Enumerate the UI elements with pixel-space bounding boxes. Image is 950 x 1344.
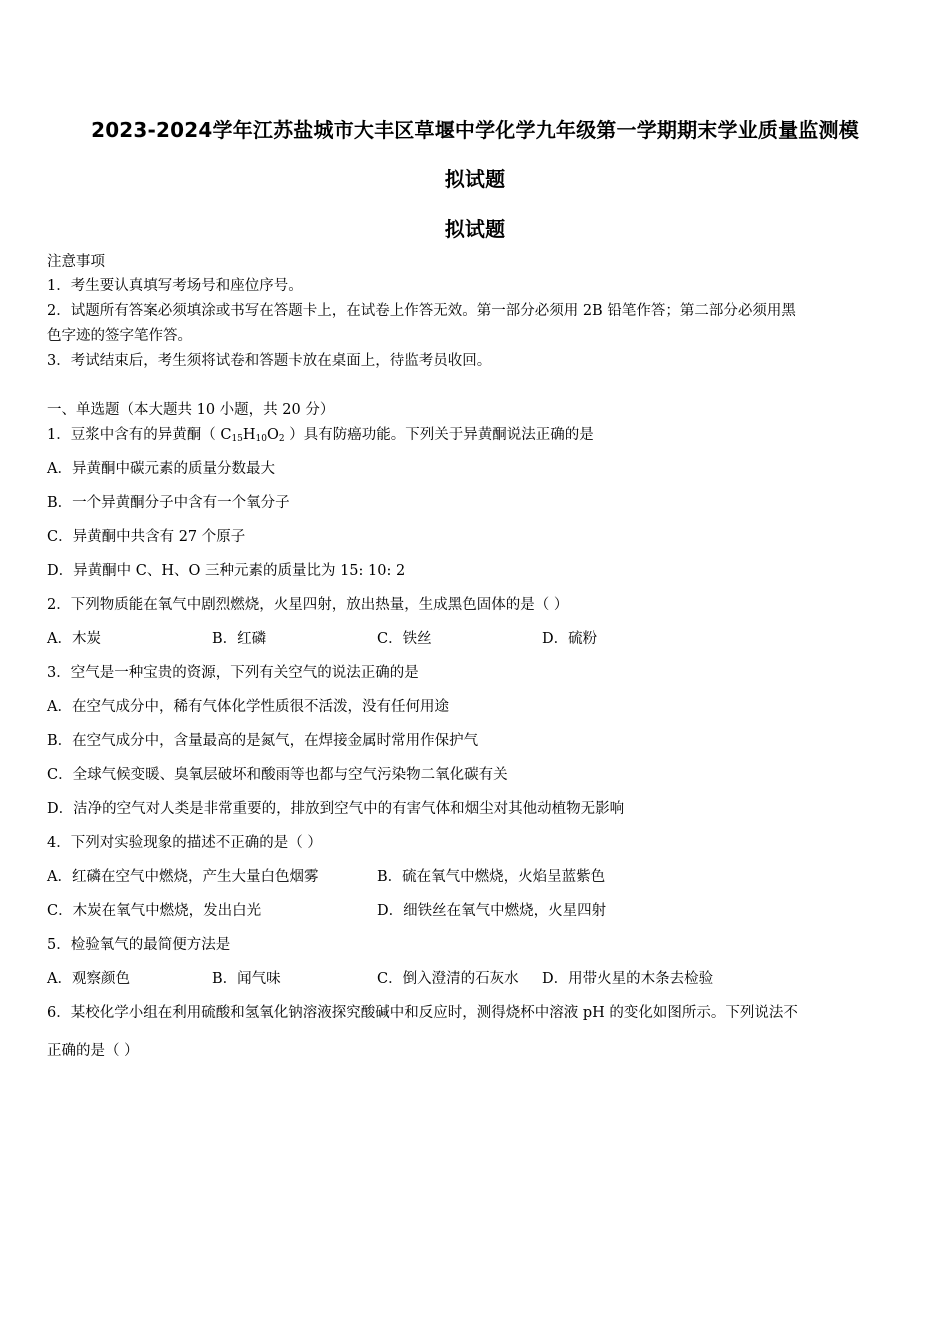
q5-option-a: A．观察颜色 (47, 971, 130, 987)
notice-item-2-continued: 色字迹的签字笔作答。 (47, 328, 192, 344)
q3-option-b: B．在空气成分中，含量最高的是氮气，在焊接金属时常用作保护气 (47, 733, 479, 749)
q1-h: H (242, 427, 256, 443)
q2-option-d: D．硫粉 (542, 631, 598, 647)
section-heading: 一、单选题（本大题共 10 小题，共 20 分） (47, 402, 335, 418)
notice-item-1: 1．考生要认真填写考场号和座位序号。 (47, 278, 303, 294)
exam-title-line-3: 拟试题 (444, 217, 506, 241)
q4-option-c: C．木炭在氧气中燃烧，发出白光 (47, 903, 262, 919)
q5-option-c: C．倒入澄清的石灰水 (377, 971, 519, 987)
q4-option-a: A．红磷在空气中燃烧，产生大量白色烟雾 (47, 869, 319, 885)
q2-option-c: C．铁丝 (377, 631, 432, 647)
q2-option-b: B．红磷 (212, 631, 267, 647)
exam-title-line-1: 2023-2024学年江苏盐城市大丰区草堰中学化学九年级第一学期期末学业质量监测模 (91, 118, 859, 142)
question-6-stem-line-1: 6．某校化学小组在利用硫酸和氢氧化钠溶液探究酸碱中和反应时，测得烧杯中溶液 pH 的变化如图所示。下列说法不 (47, 1005, 798, 1021)
q3-option-c: C．全球气候变暖、臭氧层破坏和酸雨等也都与空气污染物二氧化碳有关 (47, 767, 508, 783)
question-3-stem: 3．空气是一种宝贵的资源，下列有关空气的说法正确的是 (47, 665, 419, 681)
notice-item-2: 2．试题所有答案必须填涂或书写在答题卡上，在试卷上作答无效。第一部分必须用 2B 铅笔作答；第二部分必须用黑 (47, 303, 796, 319)
q1-option-d: D．异黄酮中 C、H、O 三种元素的质量比为 15: 10: 2 (47, 563, 406, 579)
notice-item-3: 3．考试结束后，考生须将试卷和答题卡放在桌面上，待监考员收回。 (47, 353, 492, 369)
q4-option-d: D．细铁丝在氧气中燃烧，火星四射 (377, 903, 607, 919)
q3-option-a: A．在空气成分中，稀有气体化学性质很不活泼，没有任何用途 (47, 699, 449, 715)
q4-option-b: B．硫在氧气中燃烧，火焰呈蓝紫色 (377, 869, 606, 885)
q3-option-d: D．洁净的空气对人类是非常重要的，排放到空气中的有害气体和烟尘对其他动植物无影响 (47, 801, 625, 817)
q5-option-d: D．用带火星的木条去检验 (542, 971, 714, 987)
notice-heading: 注意事项 (47, 254, 105, 270)
q1-o: O (267, 427, 279, 443)
question-6-stem-line-2: 正确的是（ ） (47, 1043, 139, 1059)
question-2-stem: 2．下列物质能在氧气中剧烈燃烧，火星四射，放出热量，生成黑色固体的是（ ） (47, 597, 569, 613)
q1-sub-o: 2 (278, 434, 285, 444)
q1-option-b: B．一个异黄酮分子中含有一个氧分子 (47, 495, 290, 511)
q5-options-row (47, 969, 907, 989)
q1-option-c: C．异黄酮中共含有 27 个原子 (47, 529, 246, 545)
q1-option-a: A．异黄酮中碳元素的质量分数最大 (47, 461, 275, 477)
question-4-stem: 4．下列对实验现象的描述不正确的是（ ） (47, 835, 322, 851)
q2-options-row (47, 629, 907, 649)
q4-options-row-1 (47, 867, 907, 887)
question-5-stem: 5．检验氧气的最简便方法是 (47, 937, 231, 953)
exam-title-line-2: 拟试题 (444, 167, 506, 191)
q1-sub-c: 15 (231, 434, 243, 444)
q1-stem-post: ）具有防癌功能。下列关于异黄酮说法正确的是 (284, 427, 594, 443)
q4-options-row-2 (47, 901, 907, 921)
q1-sub-h: 10 (255, 434, 267, 444)
q2-option-a: A．木炭 (47, 631, 101, 647)
question-1-stem (47, 425, 594, 449)
q1-stem-pre: 1．豆浆中含有的异黄酮（ C (47, 427, 232, 443)
q5-option-b: B．闻气味 (212, 971, 281, 987)
